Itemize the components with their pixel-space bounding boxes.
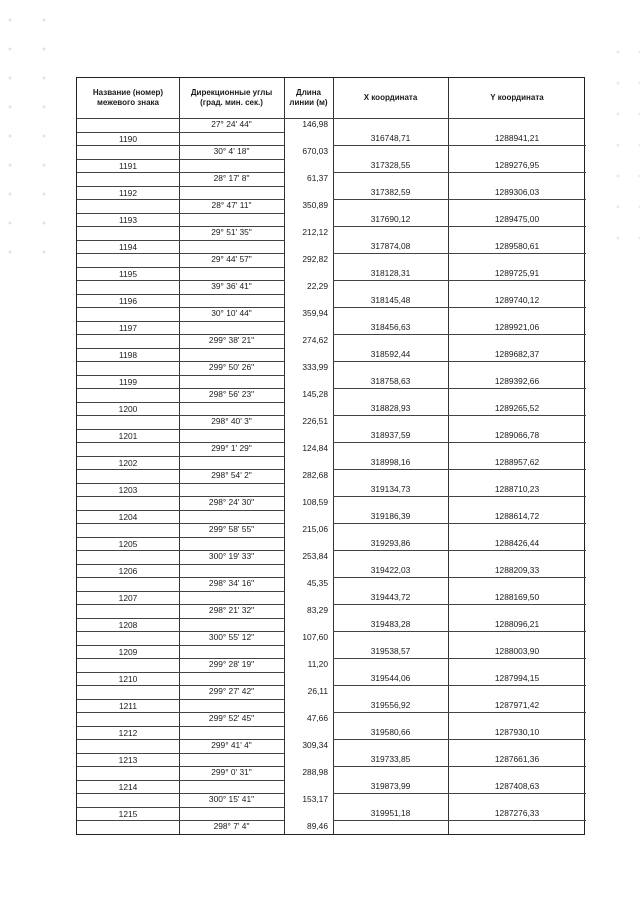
row-divider [333,550,586,551]
x-coordinate: 317328,55 [370,159,411,170]
x-coordinate: 319556,92 [370,699,411,710]
row-divider [77,604,284,605]
row-divider [333,604,586,605]
row-divider [77,361,284,362]
point-name: 1208 [118,619,138,630]
line-length: 226,51 [302,416,328,426]
direction-angle: 29° 44' 57" [211,254,252,264]
row-divider [77,469,284,470]
y-coordinate: 1288941,21 [494,132,540,143]
x-coordinate: 318128,31 [370,267,411,278]
row-divider [77,159,284,160]
y-coordinate: 1288426,44 [494,537,540,548]
direction-angle: 30° 10' 44" [211,308,252,318]
direction-angle: 299° 28' 19" [208,659,255,669]
row-divider [333,334,586,335]
header-y [448,78,586,118]
x-coordinate: 319538,57 [370,645,411,656]
direction-angle: 299° 0' 31" [211,767,252,777]
header-angle-line1: Дирекционные углы [190,88,273,97]
row-divider [77,807,284,808]
x-coordinate: 318592,44 [370,348,411,359]
row-divider [333,226,586,227]
line-length: 124,84 [302,443,328,453]
row-divider [77,334,284,335]
row-divider [77,577,284,578]
row-divider [77,631,284,632]
point-name: 1212 [118,727,138,738]
row-divider [77,375,284,376]
row-divider [77,483,284,484]
row-divider [333,280,586,281]
point-name: 1202 [118,457,138,468]
direction-angle: 298° 40' 3" [211,416,252,426]
row-divider [77,672,284,673]
point-name: 1196 [118,295,137,306]
header-x-label: X координата [363,93,418,102]
line-length: 350,89 [302,200,328,210]
row-divider [77,388,284,389]
row-divider [77,280,284,281]
y-coordinate: 1289392,66 [494,375,540,386]
x-coordinate: 319186,39 [370,510,411,521]
row-divider [333,199,586,200]
row-divider [77,415,284,416]
x-coordinate: 318758,63 [370,375,411,386]
direction-angle: 299° 38' 21" [208,335,255,345]
y-coordinate: 1289740,12 [494,294,540,305]
y-coordinate: 1289276,95 [494,159,540,170]
x-coordinate: 318828,93 [370,402,411,413]
x-coordinate: 319293,86 [370,537,411,548]
row-divider [77,402,284,403]
row-divider [333,253,586,254]
y-coordinate: 1288003,90 [494,645,540,656]
row-divider [77,294,284,295]
row-divider [333,442,586,443]
line-length: 288,98 [302,767,328,777]
point-name: 1211 [118,700,137,711]
x-coordinate: 319951,18 [370,807,411,818]
y-coordinate: 1287971,42 [494,699,540,710]
y-coordinate: 1289921,06 [494,321,540,332]
line-length: 108,59 [302,497,328,507]
x-coordinate: 318456,63 [370,321,411,332]
direction-angle: 299° 27' 42" [208,686,255,696]
line-length: 45,35 [307,578,328,588]
point-name: 1205 [118,538,138,549]
row-divider [77,456,284,457]
point-name: 1192 [118,187,137,198]
row-divider [77,564,284,565]
row-divider [333,577,586,578]
coordinates-table [76,77,585,835]
point-name: 1215 [118,808,138,819]
x-coordinate: 319422,03 [370,564,411,575]
direction-angle: 29° 51' 35" [211,227,252,237]
point-name: 1200 [118,403,138,414]
y-coordinate: 1287994,15 [494,672,540,683]
direction-angle: 39° 36' 41" [211,281,252,291]
y-coordinate: 1287408,63 [494,780,540,791]
row-divider [77,199,284,200]
row-divider [333,172,586,173]
row-divider [333,766,586,767]
point-name: 1214 [118,781,138,792]
line-length: 22,29 [307,281,328,291]
header-y-label: Y координата [490,93,544,102]
point-name: 1206 [118,565,138,576]
row-divider [77,429,284,430]
row-divider [77,699,284,700]
row-divider [77,267,284,268]
y-coordinate: 1289066,78 [494,429,540,440]
x-coordinate: 317874,08 [370,240,411,251]
row-divider [77,820,284,821]
point-name: 1210 [118,673,138,684]
direction-angle: 300° 15' 41" [208,794,255,804]
row-divider [77,253,284,254]
row-divider [77,307,284,308]
y-coordinate: 1287661,36 [494,753,540,764]
row-divider [77,753,284,754]
header-angle [179,78,284,118]
direction-angle: 299° 52' 45" [208,713,255,723]
direction-angle: 28° 17' 8" [213,173,250,183]
x-coordinate: 316748,71 [370,132,411,143]
y-coordinate: 1289306,03 [494,186,540,197]
row-divider [77,348,284,349]
direction-angle: 299° 1' 29" [211,443,252,453]
point-name: 1213 [118,754,138,765]
x-coordinate: 319134,73 [370,483,411,494]
header-name [77,78,179,118]
line-length: 359,94 [302,308,328,318]
line-length: 212,12 [302,227,328,237]
line-length: 309,34 [302,740,328,750]
row-divider [77,685,284,686]
row-divider [77,442,284,443]
row-divider [77,793,284,794]
header-length-line1: Длина [296,88,321,97]
row-divider [77,766,284,767]
point-name: 1204 [118,511,138,522]
row-divider [77,145,284,146]
row-divider [77,321,284,322]
row-divider [333,469,586,470]
header-angle-line2: (град. мин. сек.) [200,98,263,107]
point-name: 1197 [118,322,137,333]
scan-noise-right [610,40,640,260]
point-name: 1190 [118,133,137,144]
line-length: 145,28 [302,389,328,399]
y-coordinate: 1289580,61 [494,240,540,251]
header-length-line2: линии (м) [289,98,328,107]
row-divider [77,645,284,646]
direction-angle: 299° 50' 26" [208,362,255,372]
x-coordinate: 317382,59 [370,186,411,197]
line-length: 274,62 [302,335,328,345]
line-length: 253,84 [302,551,328,561]
y-coordinate: 1287930,10 [494,726,540,737]
header-name-line1: Название (номер) [92,88,164,97]
point-name: 1198 [118,349,137,360]
row-divider [77,186,284,187]
x-coordinate: 319483,28 [370,618,411,629]
row-divider [333,361,586,362]
header-divider [77,118,584,119]
row-divider [77,510,284,511]
row-divider [77,712,284,713]
row-divider [77,213,284,214]
direction-angle: 27° 24' 44" [211,119,252,129]
direction-angle: 30° 4' 18" [213,146,250,156]
direction-angle: 299° 58' 55" [208,524,255,534]
direction-angle: 298° 21' 32" [208,605,255,615]
line-length: 83,29 [307,605,328,615]
row-divider [77,496,284,497]
row-divider [77,726,284,727]
row-divider [333,793,586,794]
direction-angle: 298° 54' 2" [211,470,252,480]
direction-angle: 298° 24' 30" [208,497,255,507]
header-x [333,78,448,118]
row-divider [77,780,284,781]
row-divider [333,415,586,416]
line-length: 292,82 [302,254,328,264]
row-divider [77,739,284,740]
header-name-line2: межевого знака [96,98,160,107]
y-coordinate: 1288614,72 [494,510,540,521]
y-coordinate: 1289725,91 [494,267,540,278]
row-divider [77,658,284,659]
direction-angle: 28° 47' 11" [211,200,252,210]
point-name: 1193 [118,214,137,225]
row-divider [77,523,284,524]
direction-angle: 298° 56' 23" [208,389,255,399]
row-divider [77,132,284,133]
y-coordinate: 1287276,33 [494,807,540,818]
row-divider [333,658,586,659]
direction-angle: 299° 41' 4" [211,740,252,750]
x-coordinate: 319873,99 [370,780,411,791]
x-coordinate: 319443,72 [370,591,411,602]
line-length: 670,03 [302,146,328,156]
row-divider [333,820,586,821]
y-coordinate: 1289682,37 [494,348,540,359]
y-coordinate: 1288209,33 [494,564,540,575]
y-coordinate: 1289475,00 [494,213,540,224]
row-divider [77,591,284,592]
y-coordinate: 1288710,23 [494,483,540,494]
row-divider [333,739,586,740]
row-divider [77,172,284,173]
point-name: 1195 [118,268,137,279]
line-length: 89,46 [307,821,328,831]
x-coordinate: 318998,16 [370,456,411,467]
x-coordinate: 318145,48 [370,294,411,305]
row-divider [77,226,284,227]
header-length [284,78,333,118]
line-length: 333,99 [302,362,328,372]
row-divider [333,145,586,146]
row-divider [333,388,586,389]
x-coordinate: 317690,12 [370,213,411,224]
line-length: 26,11 [307,686,328,696]
point-name: 1191 [118,160,137,171]
direction-angle: 300° 55' 12" [208,632,255,642]
row-divider [77,240,284,241]
x-coordinate: 318937,59 [370,429,411,440]
direction-angle: 300° 19' 33" [208,551,255,561]
line-length: 215,06 [302,524,328,534]
direction-angle: 298° 34' 16" [208,578,255,588]
point-name: 1207 [118,592,138,603]
point-name: 1194 [118,241,137,252]
row-divider [333,685,586,686]
line-length: 107,60 [302,632,328,642]
scan-noise-left [0,0,48,260]
line-length: 282,68 [302,470,328,480]
x-coordinate: 319544,06 [370,672,411,683]
point-name: 1201 [118,430,138,441]
line-length: 47,66 [307,713,328,723]
y-coordinate: 1288957,62 [494,456,540,467]
y-coordinate: 1288096,21 [494,618,540,629]
y-coordinate: 1288169,50 [494,591,540,602]
row-divider [333,523,586,524]
direction-angle: 298° 7' 4" [213,821,250,831]
point-name: 1199 [118,376,137,387]
row-divider [333,307,586,308]
line-length: 153,17 [302,794,328,804]
row-divider [77,550,284,551]
row-divider [77,537,284,538]
row-divider [333,631,586,632]
line-length: 146,98 [302,119,328,129]
y-coordinate: 1289265,52 [494,402,540,413]
row-divider [77,618,284,619]
row-divider [333,712,586,713]
x-coordinate: 319580,66 [370,726,411,737]
point-name: 1209 [118,646,138,657]
line-length: 11,20 [307,659,328,669]
line-length: 61,37 [307,173,328,183]
x-coordinate: 319733,85 [370,753,411,764]
row-divider [333,496,586,497]
point-name: 1203 [118,484,138,495]
